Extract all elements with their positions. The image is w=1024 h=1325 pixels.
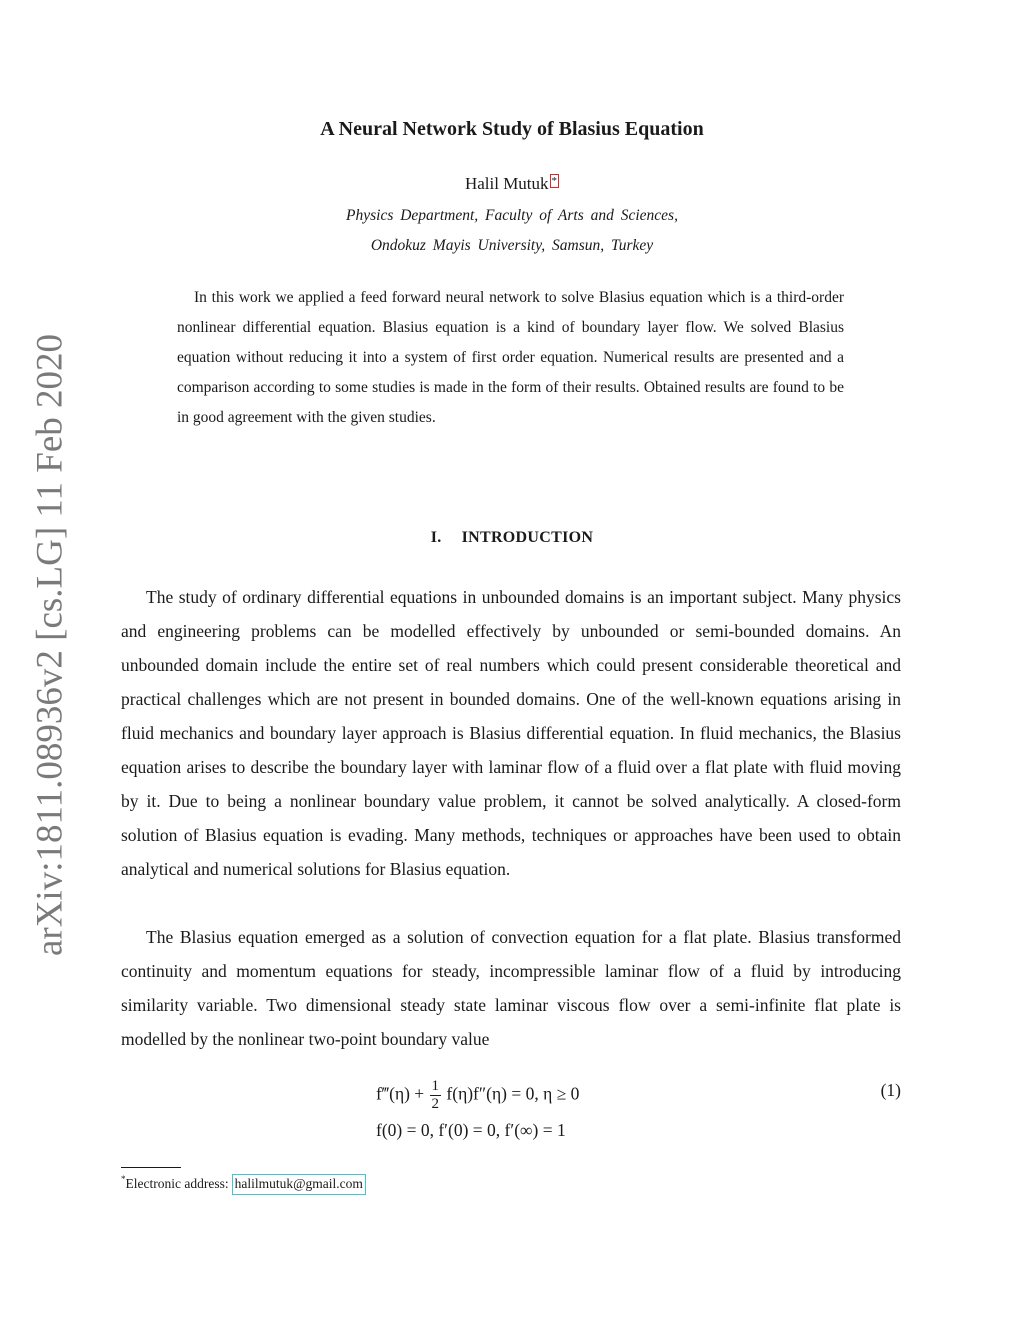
footnote-label: Electronic address: [125, 1176, 229, 1191]
fraction-numerator: 1 [431, 1078, 440, 1094]
affiliation-line-1: Physics Department, Faculty of Arts and Sciences, [346, 207, 678, 224]
abstract: In this work we applied a feed forward neural network to solve Blasius equation which is a third-order nonlinear differential equation. Blasius equation is a kind of boundary layer flow. We solved Blasius equation without reducing it into a system of first order equation. Numerical results are presented and a comparison according to some studies is made in the form of their results. Obtained results are found to be in good agreement with the given studies. [177, 289, 844, 426]
section-title: INTRODUCTION [461, 529, 594, 546]
author-name: Halil Mutuk [464, 174, 549, 193]
author-line [0, 174, 1024, 194]
email-link[interactable]: halilmutuk@gmail.com [232, 1174, 366, 1195]
footnote [121, 1174, 366, 1195]
author-footnote-link[interactable]: * [551, 175, 558, 187]
section-heading [0, 529, 1024, 547]
affiliation-line-2: Ondokuz Mayis University, Samsun, Turkey [370, 237, 654, 254]
equation-fraction [430, 1078, 442, 1113]
intro-paragraph-2: The Blasius equation emerged as a solution of convection equation for a flat plate. Blasius transformed continuity and momentum equations for steady, incompressible laminar flow of a fluid by introducing similarity variable. Two dimensional steady state laminar viscous flow over a semi-infinite flat plate is modelled by the nonlinear two-point boundary value [121, 927, 901, 1049]
arxiv-identifier-text: arXiv:1811.08936v2 [cs.LG] 11 Feb 2020 [29, 333, 71, 957]
footnote-separator [121, 1167, 181, 1168]
paper-title: A Neural Network Study of Blasius Equation [320, 118, 704, 140]
equation-number: (1) [880, 1080, 901, 1100]
section-number: I. [430, 529, 442, 546]
equation-term-right: f(η)f″(η) = 0, η ≥ 0 [446, 1083, 580, 1104]
equation-term-left: f‴(η) + [376, 1083, 425, 1104]
blasius-equation-block [0, 1068, 1024, 1148]
fraction-denominator: 2 [431, 1096, 440, 1112]
equation-line-2: f(0) = 0, f′(0) = 0, f′(∞) = 1 [376, 1120, 566, 1140]
equation-line-1 [376, 1078, 579, 1113]
footnote-mark: * [121, 1174, 126, 1184]
intro-paragraph-1: The study of ordinary differential equations in unbounded domains is an important subject. Many physics and engineering problems can be modelled effectively by unbounded or semi-bounded domains. An unbounded domain include the entire set of real numbers which could present considerable theoretical and practical challenges which are not present in bounded domains. One of the well-known equations arising in fluid mechanics and boundary layer approach is Blasius differential equation. In fluid mechanics, the Blasius equation arises to describe the boundary layer with laminar flow of a fluid over a flat plate with fluid moving by it. Due to being a nonlinear boundary value problem, it cannot be solved analytically. A closed-form solution of Blasius equation is evading. Many methods, techniques or approaches have been used to obtain analytical and numerical solutions for Blasius equation. [121, 587, 901, 879]
